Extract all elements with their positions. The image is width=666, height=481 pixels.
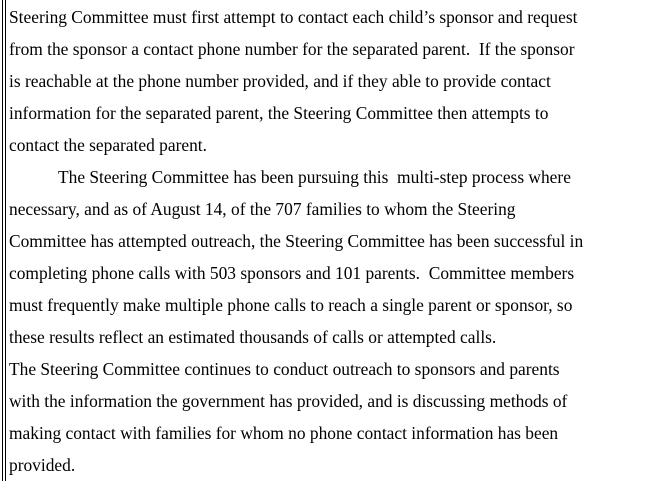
text-line: these results reflect an estimated thousands of calls or attempted calls. [9,327,497,347]
text-line: must frequently make multiple phone calls to reach a single parent or sponsor, so [9,295,573,315]
text-line: with the information the government has provided, and is discussing methods of [9,391,568,411]
text-line: necessary, and as of August 14, of the 707 families to whom the Steering [9,199,516,219]
text-line: information for the separated parent, the Steering Committee then attempts to [9,103,549,123]
text-line: The Steering Committee continues to conduct outreach to sponsors and parents [9,359,560,379]
left-margin-rule-inner [5,0,6,481]
text-line: The Steering Committee has been pursuing this multi-step process where [58,167,571,187]
text-line: contact the separated parent. [9,135,207,155]
text-line: Steering Committee must first attempt to contact each child’s sponsor and request [9,7,578,27]
text-line: Committee has attempted outreach, the Steering Committee has been successful in [9,231,584,251]
text-line: completing phone calls with 503 sponsors and 101 parents. Committee members [9,263,575,283]
text-line: from the sponsor a contact phone number for the separated parent. If the sponsor [9,39,575,59]
left-margin-rule [2,0,3,481]
text-line: provided. [9,455,76,475]
body-text [9,1,649,481]
text-line: making contact with families for whom no phone contact information has been [9,423,559,443]
text-line: is reachable at the phone number provided, and if they able to provide contact [9,71,551,91]
